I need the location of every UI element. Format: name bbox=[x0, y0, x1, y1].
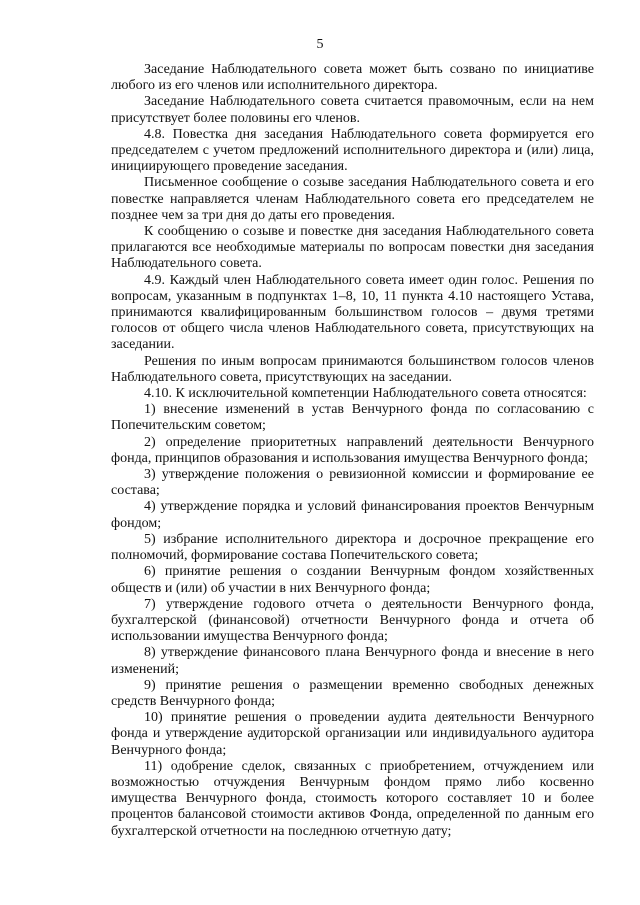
list-item-3: 3) утверждение положения о ревизионной комиссии и формирование ее состава; bbox=[111, 467, 594, 499]
paragraph-4-10-competence: 4.10. К исключительной компетенции Наблюдательного совета относятся: bbox=[144, 386, 587, 402]
list-item-9: 9) принятие решения о размещении временно свободных денежных средств Венчурного фонда; bbox=[111, 677, 594, 709]
paragraph-materials: К сообщению о созыве и повестке дня заседания Наблюдательного совета прилагаются все необходимые материалы по вопросам повестки дня заседания Наблюдательного совета. bbox=[111, 224, 594, 272]
paragraph-other-decisions: Решения по иным вопросам принимаются большинством голосов членов Наблюдательного совета, присутствующих на заседании. bbox=[111, 353, 594, 385]
paragraph-written-notice: Письменное сообщение о созыве заседания Наблюдательного совета и его повестке направляется членам Наблюдательного совета его председателем не позднее чем за три дня до даты его проведения. bbox=[111, 175, 594, 223]
list-item-8: 8) утверждение финансового плана Венчурного фонда и внесение в него изменений; bbox=[111, 645, 594, 677]
list-item-1: 1) внесение изменений в устав Венчурного фонда по согласованию с Попечительским советом; bbox=[111, 402, 594, 434]
list-item-10: 10) принятие решения о проведении аудита деятельности Венчурного фонда и утверждение аудиторской организации или индивидуального аудитора Венчурного фонда; bbox=[111, 710, 594, 758]
list-item-4: 4) утверждение порядка и условий финансирования проектов Венчурным фондом; bbox=[111, 499, 594, 531]
list-item-11: 11) одобрение сделок, связанных с приобретением, отчуждением или возможностью отчуждения Венчурным фондом прямо либо косвенно имущества Венчурного фонда, стоимость которого составляет 10 и более процентов балансовой стоимости активов Фонда, определенной по данным его бухгалтерской отчетности на последнюю отчетную дату; bbox=[111, 758, 594, 839]
list-item-6: 6) принятие решения о создании Венчурным фондом хозяйственных обществ и (или) об участии в них Венчурного фонда; bbox=[111, 564, 594, 596]
paragraph-quorum: Заседание Наблюдательного совета считается правомочным, если на нем присутствует более половины его членов. bbox=[111, 94, 594, 126]
document-body bbox=[111, 62, 594, 840]
list-item-5: 5) избрание исполнительного директора и досрочное прекращение его полномочий, формирование состава Попечительского совета; bbox=[111, 531, 594, 564]
list-item-7: 7) утверждение годового отчета о деятельности Венчурного фонда, бухгалтерской (финансовой) отчетности Венчурного фонда и отчета об использовании имущества Венчурного фонда; bbox=[111, 596, 594, 645]
paragraph-meeting-initiative: Заседание Наблюдательного совета может быть созвано по инициативе любого из его членов или исполнительного директора. bbox=[111, 62, 594, 94]
paragraph-4-8-agenda: 4.8. Повестка дня заседания Наблюдательного совета формируется его председателем с учетом предложений исполнительного директора и (или) лица, инициирующего проведение заседания. bbox=[111, 126, 594, 175]
page-number: 5 bbox=[316, 37, 324, 52]
list-item-2: 2) определение приоритетных направлений деятельности Венчурного фонда, принципов образования и использования имущества Венчурного фонда; bbox=[111, 434, 594, 466]
paragraph-4-9-voting: 4.9. Каждый член Наблюдательного совета имеет один голос. Решения по вопросам, указанным в подпунктах 1–8, 10, 11 пункта 4.10 настоящего Устава, принимаются квалифицированным большинством голосов – двумя третями голосов от общего числа членов Наблюдательного совета, присутствующих на заседании. bbox=[111, 272, 594, 353]
